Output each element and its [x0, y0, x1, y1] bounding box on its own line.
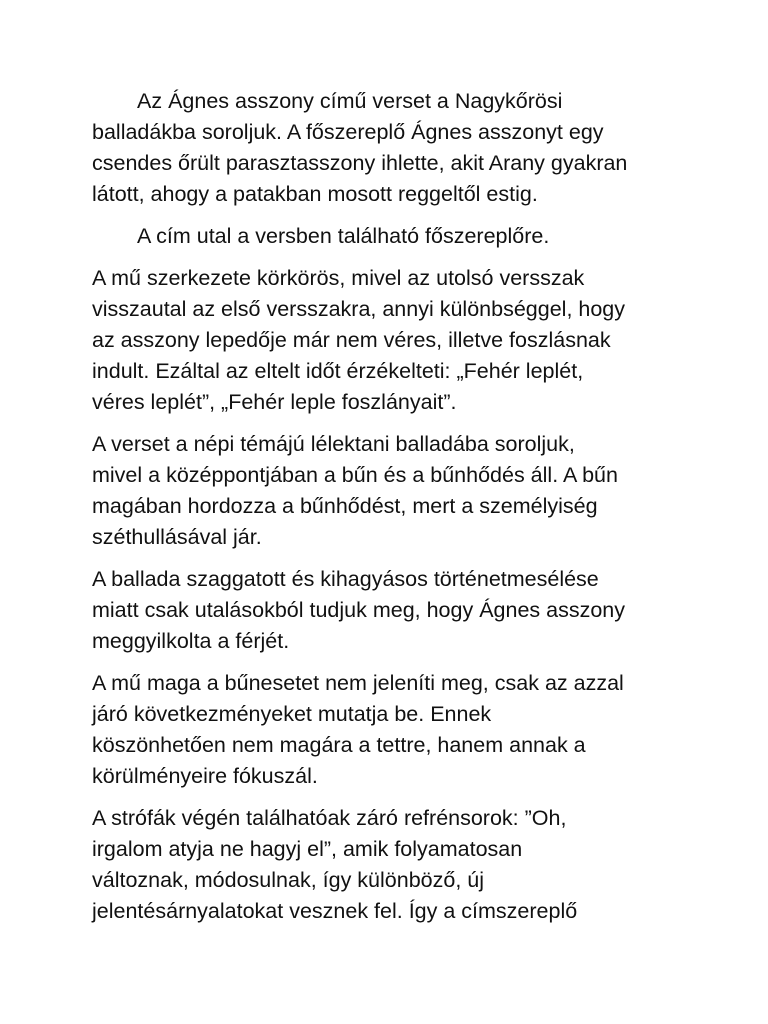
text-line: A strófák végén találhatóak záró refrénsorok: ”Oh, — [92, 806, 567, 830]
paragraph — [92, 429, 692, 553]
text-line: jelentésárnyalatokat vesznek fel. Így a címszereplő — [92, 899, 578, 923]
paragraph — [92, 221, 692, 252]
paragraph — [92, 86, 692, 210]
text-line: indult. Ezáltal az eltelt időt érzékelteti: „Fehér leplét, — [92, 359, 584, 383]
text-line: A ballada szaggatott és kihagyásos történetmesélése — [92, 567, 599, 591]
paragraph — [92, 263, 692, 418]
text-line: magában hordozza a bűnhődést, mert a személyiség — [92, 494, 598, 518]
text-line: csendes őrült parasztasszony ihlette, akit Arany gyakran — [92, 151, 628, 175]
paragraph — [92, 803, 692, 927]
text-line: A mű maga a bűnesetet nem jeleníti meg, csak az azzal — [92, 671, 624, 695]
text-line: balladákba soroljuk. A főszereplő Ágnes asszonyt egy — [92, 120, 604, 144]
text-line: körülményeire fókuszál. — [92, 764, 318, 788]
text-line: A cím utal a versben található főszereplőre. — [137, 224, 550, 248]
text-line: véres leplét”, „Fehér leple foszlányait”. — [92, 390, 457, 414]
text-line: irgalom atyja ne hagyj el”, amik folyamatosan — [92, 837, 523, 861]
text-line: miatt csak utalásokból tudjuk meg, hogy Ágnes asszony — [92, 598, 626, 622]
text-line: köszönhetően nem magára a tettre, hanem annak a — [92, 733, 586, 757]
paragraph — [92, 668, 692, 792]
text-line: járó következményeket mutatja be. Ennek — [92, 702, 492, 726]
text-line: az asszony lepedője már nem véres, illetve foszlásnak — [92, 328, 611, 352]
document-body — [92, 86, 692, 938]
text-line: A mű szerkezete körkörös, mivel az utolsó versszak — [92, 266, 585, 290]
text-line: széthullásával jár. — [92, 525, 262, 549]
paragraph — [92, 564, 692, 657]
text-line: Az Ágnes asszony című verset a Nagykőrösi — [137, 89, 563, 113]
text-line: visszautal az első versszakra, annyi különbséggel, hogy — [92, 297, 626, 321]
text-line: A verset a népi témájú lélektani balladába soroljuk, — [92, 432, 575, 456]
text-line: látott, ahogy a patakban mosott reggeltől estig. — [92, 182, 538, 206]
text-line: meggyilkolta a férjét. — [92, 629, 290, 653]
text-line: mivel a középpontjában a bűn és a bűnhődés áll. A bűn — [92, 463, 618, 487]
text-line: változnak, módosulnak, így különböző, új — [92, 868, 485, 892]
